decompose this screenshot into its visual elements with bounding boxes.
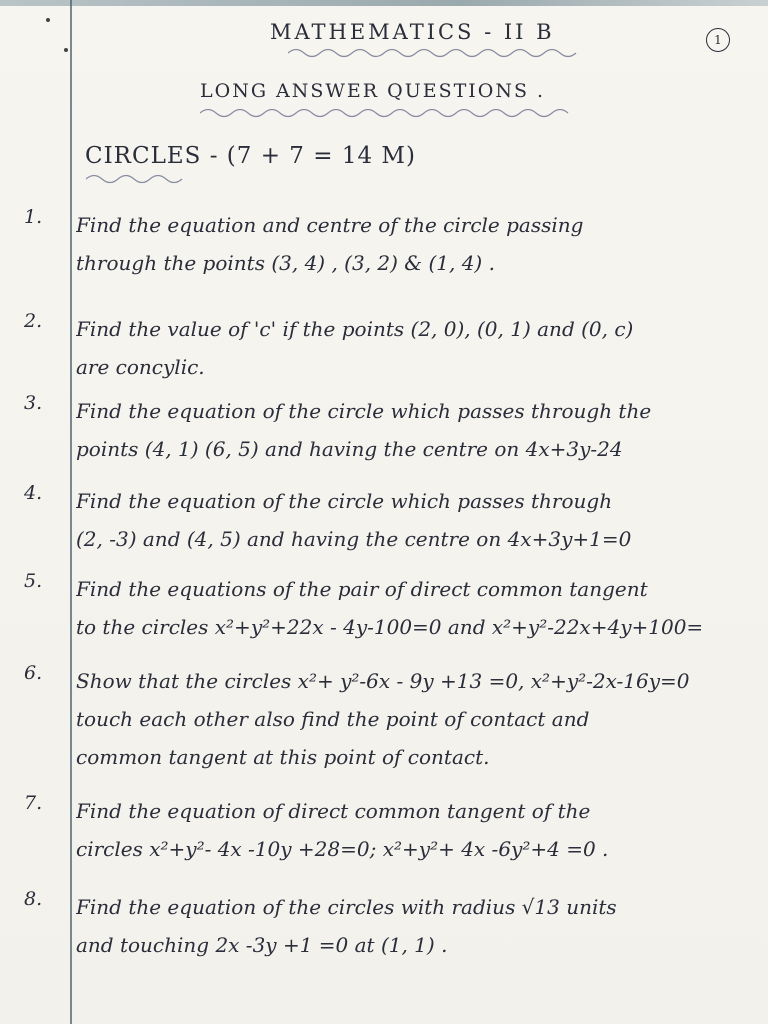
question-text: Find the equations of the pair of direct common tangent to the circles x²+y²+22x - 4y-100=0 and x²+y²-22x+4y+100= — [76, 577, 704, 639]
question-number: 8. — [24, 888, 43, 910]
question-number: 3. — [24, 392, 43, 414]
page-top-edge — [0, 0, 768, 6]
subtitle-underline — [200, 106, 580, 120]
question-number: 6. — [24, 662, 43, 684]
question-number: 5. — [24, 570, 43, 592]
punch-dot — [46, 18, 50, 22]
question-number: 2. — [24, 310, 43, 332]
question-text: Find the equation of direct common tangent of the circles x²+y²- 4x -10y +28=0; x²+y²+ 4x -6y²+4 =0 . — [76, 799, 609, 861]
margin-line — [70, 0, 72, 1024]
question-text: Find the value of 'c' if the points (2, 0), (0, 1) and (0, c) are concylic. — [76, 317, 634, 379]
page-number: 1 — [706, 28, 730, 52]
question-number: 1. — [24, 206, 43, 228]
question-text: Show that the circles x²+ y²-6x - 9y +13 =0, x²+y²-2x-16y=0 touch each other also find the point of contact and common tangent at this point of contact. — [76, 669, 690, 769]
question-number: 7. — [24, 792, 43, 814]
page-title: MATHEMATICS - II B — [270, 20, 555, 44]
title-underline — [288, 46, 588, 60]
section-underline — [86, 172, 196, 186]
question-text: Find the equation of the circle which passes through (2, -3) and (4, 5) and having the centre on 4x+3y+1=0 — [76, 489, 632, 551]
question-text: Find the equation of the circles with radius √13 units and touching 2x -3y +1 =0 at (1, 1) . — [76, 895, 617, 957]
section-heading: CIRCLES - (7 + 7 = 14 M) — [85, 143, 416, 169]
question-text: Find the equation and centre of the circle passing through the points (3, 4) , (3, 2) & (1, 4) . — [76, 213, 584, 275]
question-text: Find the equation of the circle which passes through the points (4, 1) (6, 5) and having the centre on 4x+3y-24 — [76, 399, 652, 461]
punch-dot — [64, 48, 68, 52]
question-number: 4. — [24, 482, 43, 504]
page-subtitle: LONG ANSWER QUESTIONS . — [200, 80, 546, 102]
